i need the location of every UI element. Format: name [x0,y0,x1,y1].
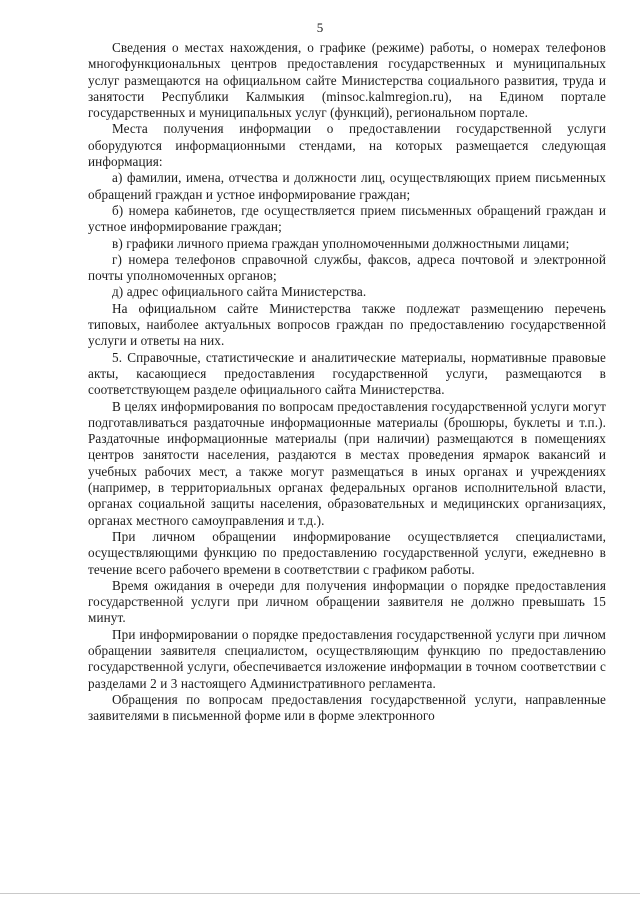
list-item: г) номера телефонов справочной службы, факсов, адреса почтовой и электронной почты уполномоченных органов; [88,251,606,284]
paragraph: Места получения информации о предоставлении государственной услуги оборудуются информационными стендами, на которых размещается следующая информация: [88,121,606,170]
paragraph: Сведения о местах нахождения, о графике (режиме) работы, о номерах телефонов многофункциональных центров предоставления государственных и муниципальных услуг размещаются на официальном сайте Министерства социального развития, труда и занятости Республики Калмыкия (minsoc.kalmregion.ru), на Едином портале государственных и муниципальных услуг (функций), региональном портале. [88,40,606,121]
page-bottom-edge [0,893,640,894]
list-item: а) фамилии, имена, отчества и должности лиц, осуществляющих прием письменных обращений граждан и устное информирование граждан; [88,170,606,202]
paragraph: В целях информирования по вопросам предоставления государственной услуги могут подготавливаться раздаточные информационные материалы (брошюры, буклеты и т.п.). Раздаточные информационные материалы (при наличии) размещаются в помещениях центров занятости населения, раздаются в местах проведения ярмарок вакансий и учебных рабочих мест, а также могут размещаться в иных органах и учреждениях (например, в территориальных органах федеральных органов исполнительной власти, органах социальной защиты населения, образовательных и медицинских организациях, органах местного самоуправления и т.д.). [88,398,606,528]
page-number: 5 [316,20,324,35]
paragraph: На официальном сайте Министерства также подлежат размещению перечень типовых, наиболее актуальных вопросов граждан по предоставлению государственной услуги и ответы на них. [88,300,606,349]
list-item: в) графики личного приема граждан уполномоченными должностными лицами; [112,235,570,251]
paragraph: Обращения по вопросам предоставления государственной услуги, направленные заявителями в письменной форме или в форме электронного [88,691,606,724]
paragraph: При личном обращении информирование осуществляется специалистами, осуществляющими функцию по предоставлению государственной услуги, ежедневно в течение всего рабочего времени в соответствии с графиком работы. [88,528,606,577]
document-body [88,40,606,724]
list-item: б) номера кабинетов, где осуществляется прием письменных обращений граждан и устное информирование граждан; [88,202,606,235]
paragraph: При информировании о порядке предоставления государственной услуги при личном обращении заявителя специалистом, осуществляющим функцию по предоставлению государственной услуги, обеспечивается изложение информации в точном соответствии с разделами 2 и 3 настоящего Административного регламента. [88,626,606,691]
paragraph: Время ожидания в очереди для получения информации о порядке предоставления государственной услуги при личном обращении заявителя не должно превышать 15 минут. [88,577,606,626]
paragraph: 5. Справочные, статистические и аналитические материалы, нормативные правовые акты, касающиеся предоставления государственной услуги, размещаются в соответствующем разделе официального сайта Министерства. [88,349,606,398]
list-item: д) адрес официального сайта Министерства. [112,284,367,300]
